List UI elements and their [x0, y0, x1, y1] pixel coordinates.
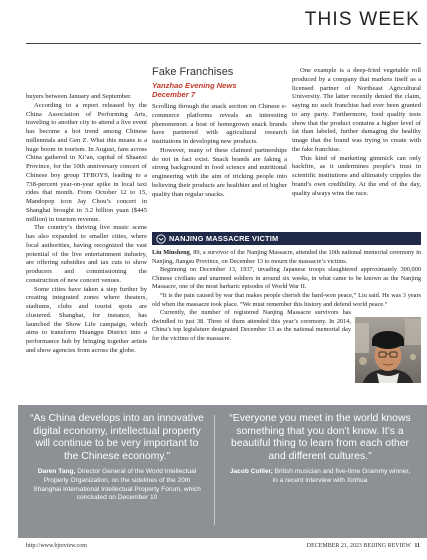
paragraph: Currently, the number of registered Nanjing Massacre survivors has dwindled to just 38. Three of them attended this year’s ceremony. In 2014, China’s top legislature designated December 13 as the national memorial day for the victims of the massacre.: [152, 309, 351, 342]
page-number: 11: [414, 543, 420, 549]
survivor-name: Liu Minsheng: [152, 249, 190, 256]
survivor-photo: [355, 317, 421, 383]
quote-text: “Everyone you meet in the world knows something that you don’t know. It’s a beautiful thing to learn from each other and different cultures.”: [229, 413, 411, 462]
quote-attribution: [228, 468, 412, 485]
section-title: THIS WEEK: [304, 9, 420, 30]
paragraph: Scrolling through the snack section on Chinese e-commerce platforms reveals an interesting phenomenon: a host of homegrown snack brands have partnered with agricultural research institutions in developing new products.: [152, 103, 287, 145]
nanjing-banner: [152, 232, 421, 245]
paragraph: This kind of marketing gimmick can only backfire, as it undermines people’s trust in scientific institutions and ultimately cripples the brand’s own credibility. At the end of the day, quality always wins the race.: [292, 154, 421, 197]
paragraph: However, many of these claimed partnerships do not in fact exist. Snack brands are faking a strong background in food science and nutritional engineering with the aim of tricking people into believing their products are healthier and of higher quality than regular snacks.: [152, 146, 287, 198]
fake-franchises-column: [152, 103, 287, 227]
quote-speaker-detail: British musician and five-time Grammy winner, in a recent interview with Xinhua: [272, 468, 411, 484]
quote-speaker: Daren Tang,: [37, 468, 76, 476]
quote-attribution: [32, 468, 202, 502]
fake-franchises-continued-column: [292, 67, 421, 227]
paragraph: buyers between January and September.: [26, 93, 132, 100]
quotes-band: [18, 405, 427, 538]
footer-issue: [307, 543, 420, 549]
paragraph: One example is a deep-fried vegetable roll produced by a company that markets itself as a licensed partner of Northeast Agricultural University. The latter recently denied the claim, saying no such franchise had ever been granted to any party. Furthermore, food quality tests show that the product contains a higher level of fat than labeled, further damaging the healthy image that the brand was trying to create with the fake franchise.: [292, 67, 421, 153]
paragraph: Beginning on December 13, 1937, invading Japanese troops slaughtered approximately 300,000 Chinese civilians and unarmed soldiers in around six weeks, in what came to be known as the Nanjing Massacre, one of the most barbaric episodes of World War II.: [152, 266, 421, 291]
paragraph: Some cities have taken a step further by creating integrated zones where theaters, stadiums, clubs and tourist spots are clustered. Shanghai, for instance, has launched the Show Life campaign, which aims to transform Huangpu District into a performance hub by bringing together artists and show agencies from across the globe.: [26, 285, 147, 354]
banner-label: NANJING MASSACRE VICTIM: [169, 234, 279, 243]
quote-text: “As China develops into an innovative digital economy, intellectual property will continue to be very important to the Chinese economy.”: [30, 413, 204, 462]
lead-paragraph: [152, 249, 421, 266]
quote-divider: [214, 415, 215, 525]
article-source: Yanzhao Evening News: [152, 81, 237, 90]
quote-speaker-detail: Director General of the World Intellectual Property Organization, on the sidelines of the 20th Shanghai International Intellectual Property Forum, which concluded on December 10: [33, 468, 201, 502]
quote-speaker: Jacob Collier,: [229, 468, 273, 476]
paragraph: According to a report released by the China Association of Performing Arts, traveling to another city to attend a live event has become a hot trend among Chinese millennials and Gen Z. What this means is a huge boom in tourism. In August, fans across China gathered in Xi’an, capital of Shaanxi Province, for the 10th anniversary concert of Chinese boy group TFBOYS, leading to a 738-percent year-on-year spike in local taxi rides that month. From October 12 to 15, Mandopop icon Jay Chou’s concert in Shanghai brought in 3.2 billion yuan ($445 million) in tourism revenue.: [26, 101, 147, 223]
header-rule: [26, 43, 421, 44]
chevron-down-circle-icon: [156, 234, 166, 244]
nanjing-victim-article: [152, 249, 421, 395]
quote-block: [224, 413, 416, 486]
paragraph: The country’s thriving live music scene has also expanded to smaller cities, where local authorities, having recognized the vast potential of the live entertainment industry, are offering subsidies and tax cuts to show producers and commissioning the construction of new concert venues.: [26, 224, 147, 284]
paragraph: “It is the pain caused by war that makes people cherish the hard-won peace,” Liu said. He was 3 years old when the massacre took place. “We must remember this history and defend world peace.”: [152, 291, 421, 308]
article-headline: Fake Franchises: [152, 66, 234, 78]
quote-block: [28, 413, 206, 503]
issue-label: DECEMBER 21, 2023 BEIJING REVIEW: [306, 543, 411, 549]
footer-url: http://www.bjreview.com: [26, 543, 87, 549]
lead-text: , 89, a survivor of the Nanjing Massacre, attended the 10th national memorial ceremony in Nanjing, Jiangsu Province, on December 13 to mourn the massacre’s victims.: [152, 249, 421, 265]
article-date: December 7: [152, 90, 196, 99]
live-music-column: [26, 93, 147, 385]
